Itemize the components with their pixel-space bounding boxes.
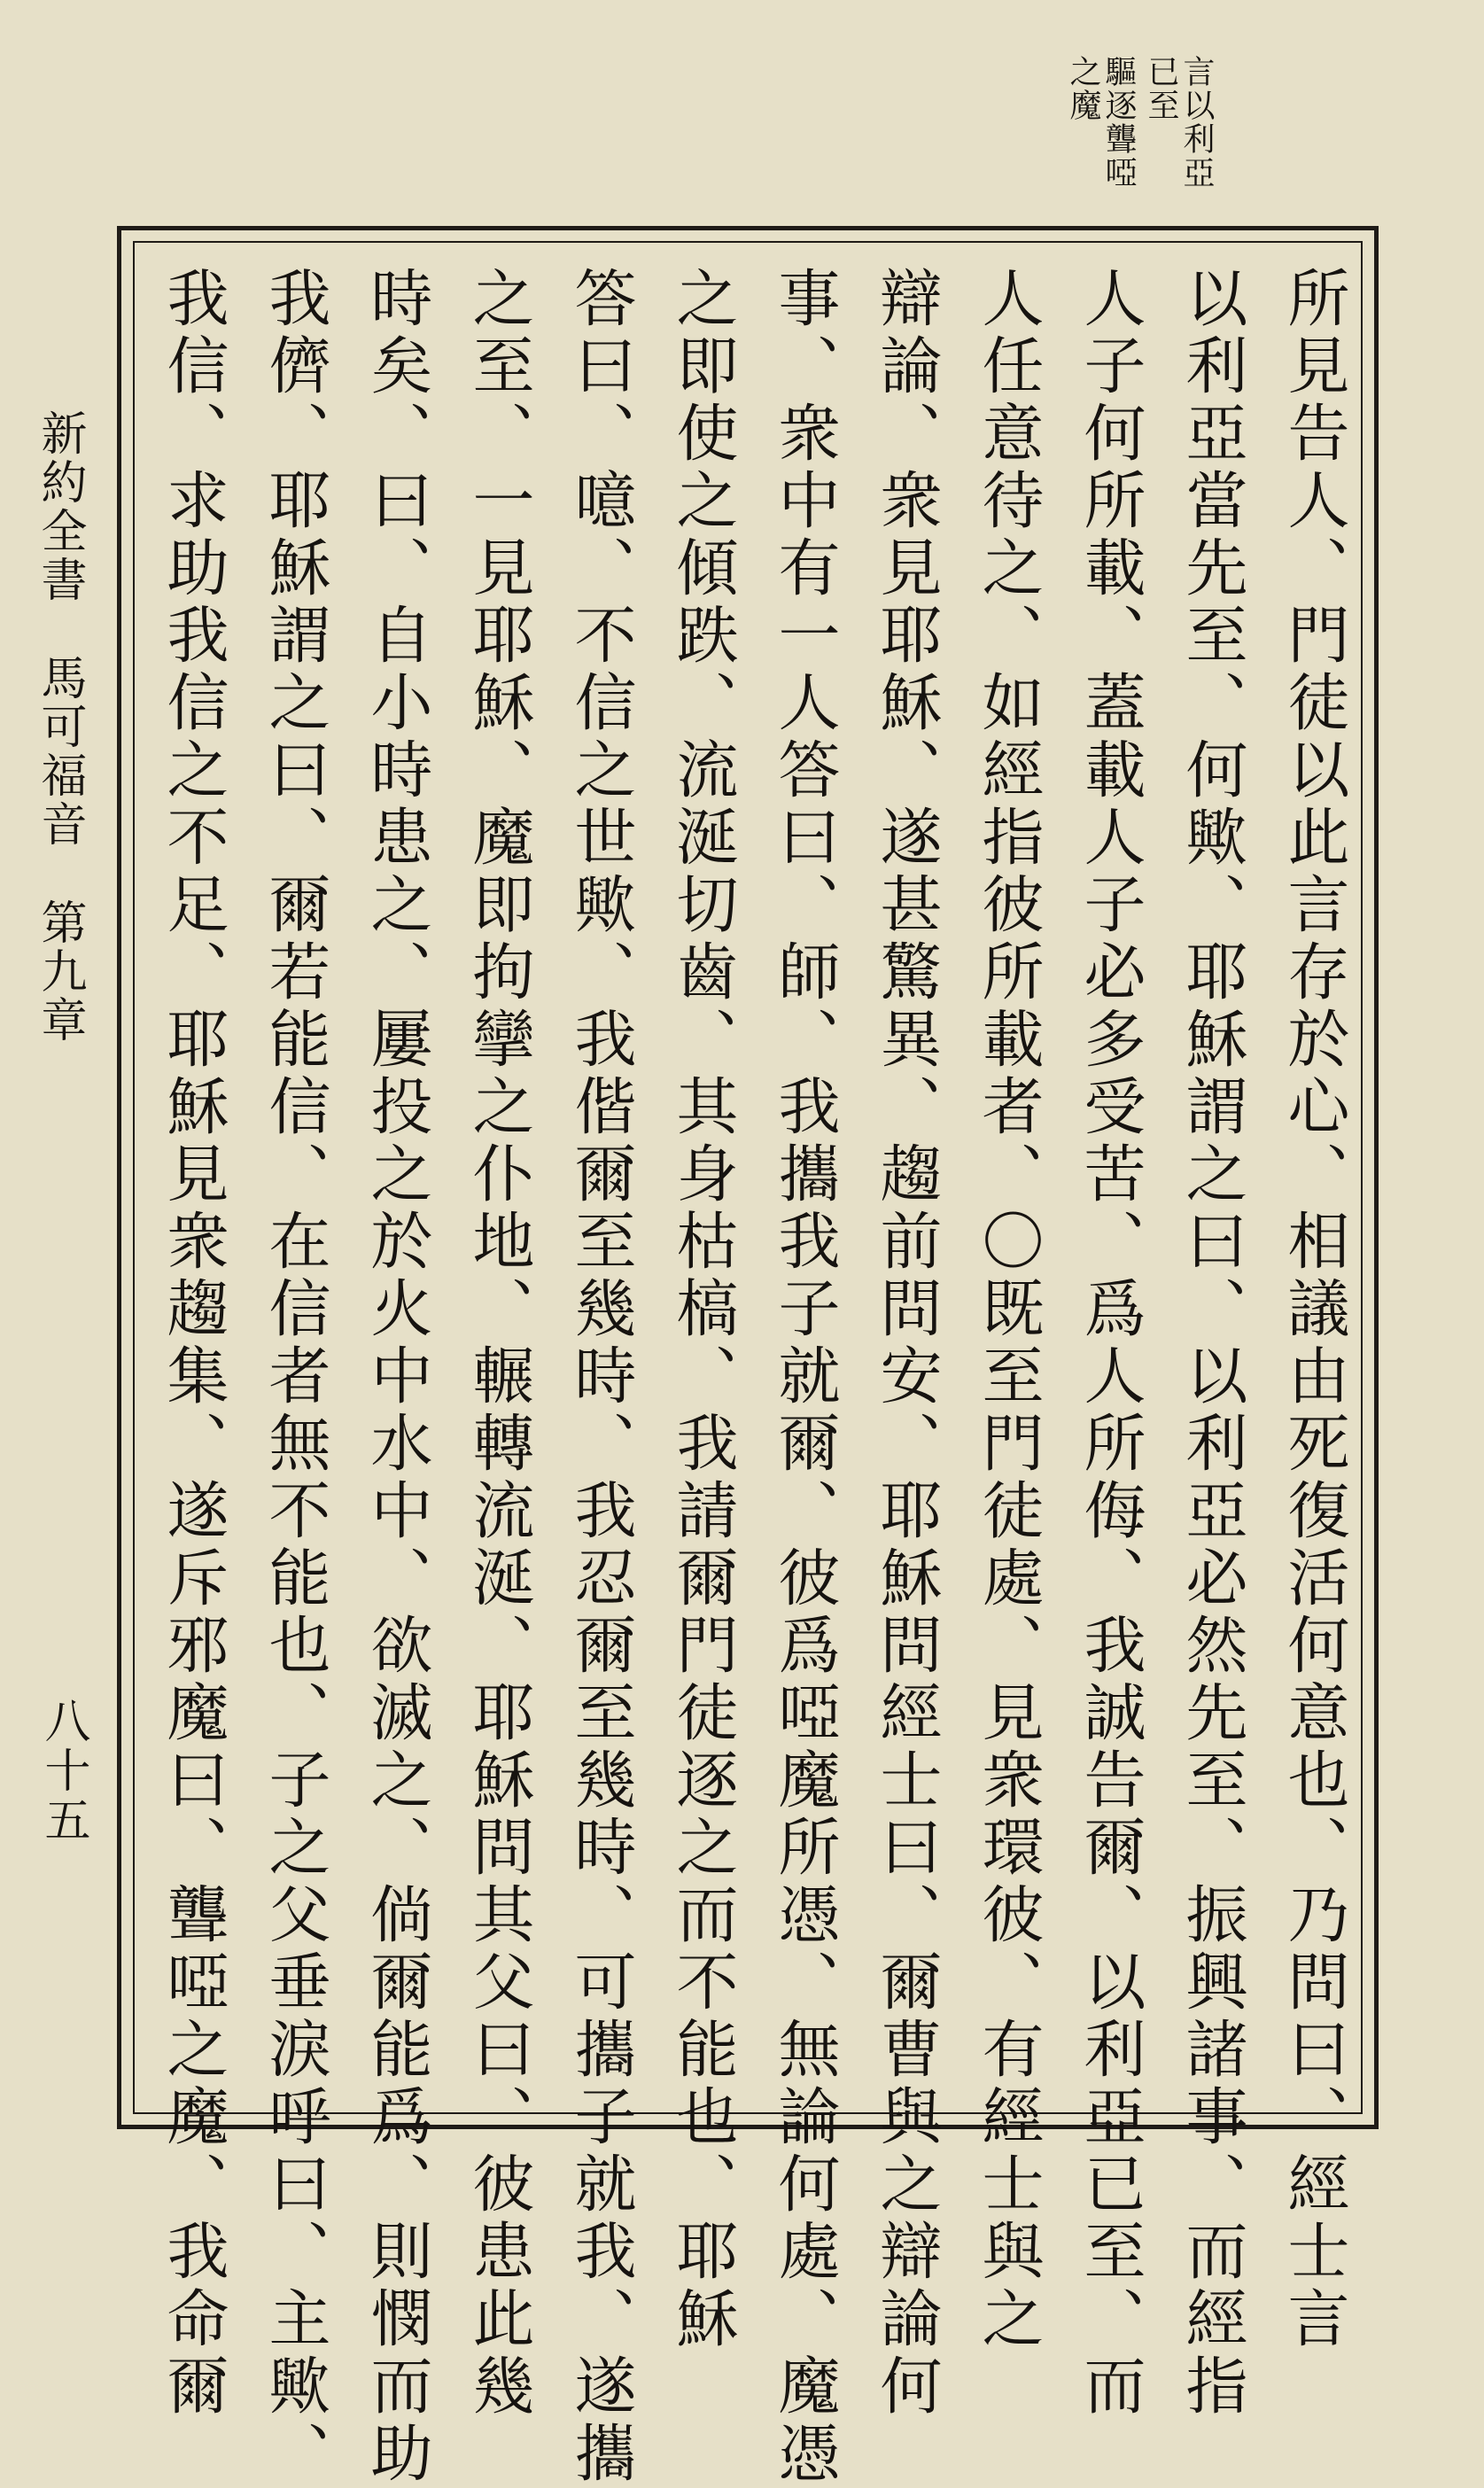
text-column-9: 之至、一見耶穌、魔即拘攣之仆地、輾轉流涎、耶穌問其父曰、彼患此幾	[462, 266, 535, 2421]
text-column-3: 人子何所載、蓋載人子必多受苦、爲人所侮、我誠告爾、以利亞已至、而	[1074, 266, 1146, 2421]
text-column-11: 我儕、耶穌謂之曰、爾若能信、在信者無不能也、子之父垂淚呼曰、主歟、	[259, 266, 331, 2488]
body-text	[157, 266, 1350, 2488]
gospel-title: 馬可福音	[33, 654, 86, 849]
text-column-5: 辯論、衆見耶穌、遂甚驚異、趨前問安、耶穌問經士曰、爾曹與之辯論何	[870, 266, 943, 2421]
text-column-6: 事、衆中有一人答曰、師、我攜我子就爾、彼爲啞魔所憑、無論何處、魔憑	[768, 266, 841, 2488]
margin-notes	[1001, 55, 1214, 214]
chapter-label: 第九章	[33, 898, 86, 1045]
margin-note-elijah: 言以利亞已至	[1143, 55, 1215, 190]
text-column-8: 答曰、噫、不信之世歟、我偕爾至幾時、我忍爾至幾時、可攜子就我、遂攜	[564, 266, 637, 2488]
text-column-2: 以利亞當先至、何歟、耶穌謂之曰、以利亞必然先至、振興諸事、而經指	[1176, 266, 1248, 2421]
book-title: 新約全書	[33, 409, 86, 604]
running-head	[27, 409, 93, 1455]
text-column-1: 所見告人、門徒以此言存於心、相議由死復活何意也、乃問曰、經士言	[1278, 266, 1350, 2353]
text-column-10: 時矣、曰、自小時患之、屢投之於火中水中、欲滅之、倘爾能爲、則憫而助	[361, 266, 433, 2488]
page-number: 八十五	[36, 1697, 89, 1846]
text-column-7: 之即使之傾跌、流涎切齒、其身枯槁、我請爾門徒逐之而不能也、耶穌	[666, 266, 739, 2353]
margin-note-exorcism: 驅逐聾啞之魔	[1065, 55, 1137, 190]
text-column-4: 人任意待之、如經指彼所載者、〇既至門徒處、見衆環彼、有經士與之	[972, 266, 1045, 2353]
text-column-12: 我信、求助我信之不足、耶穌見衆趨集、遂斥邪魔曰、聾啞之魔、我命爾	[157, 266, 229, 2421]
